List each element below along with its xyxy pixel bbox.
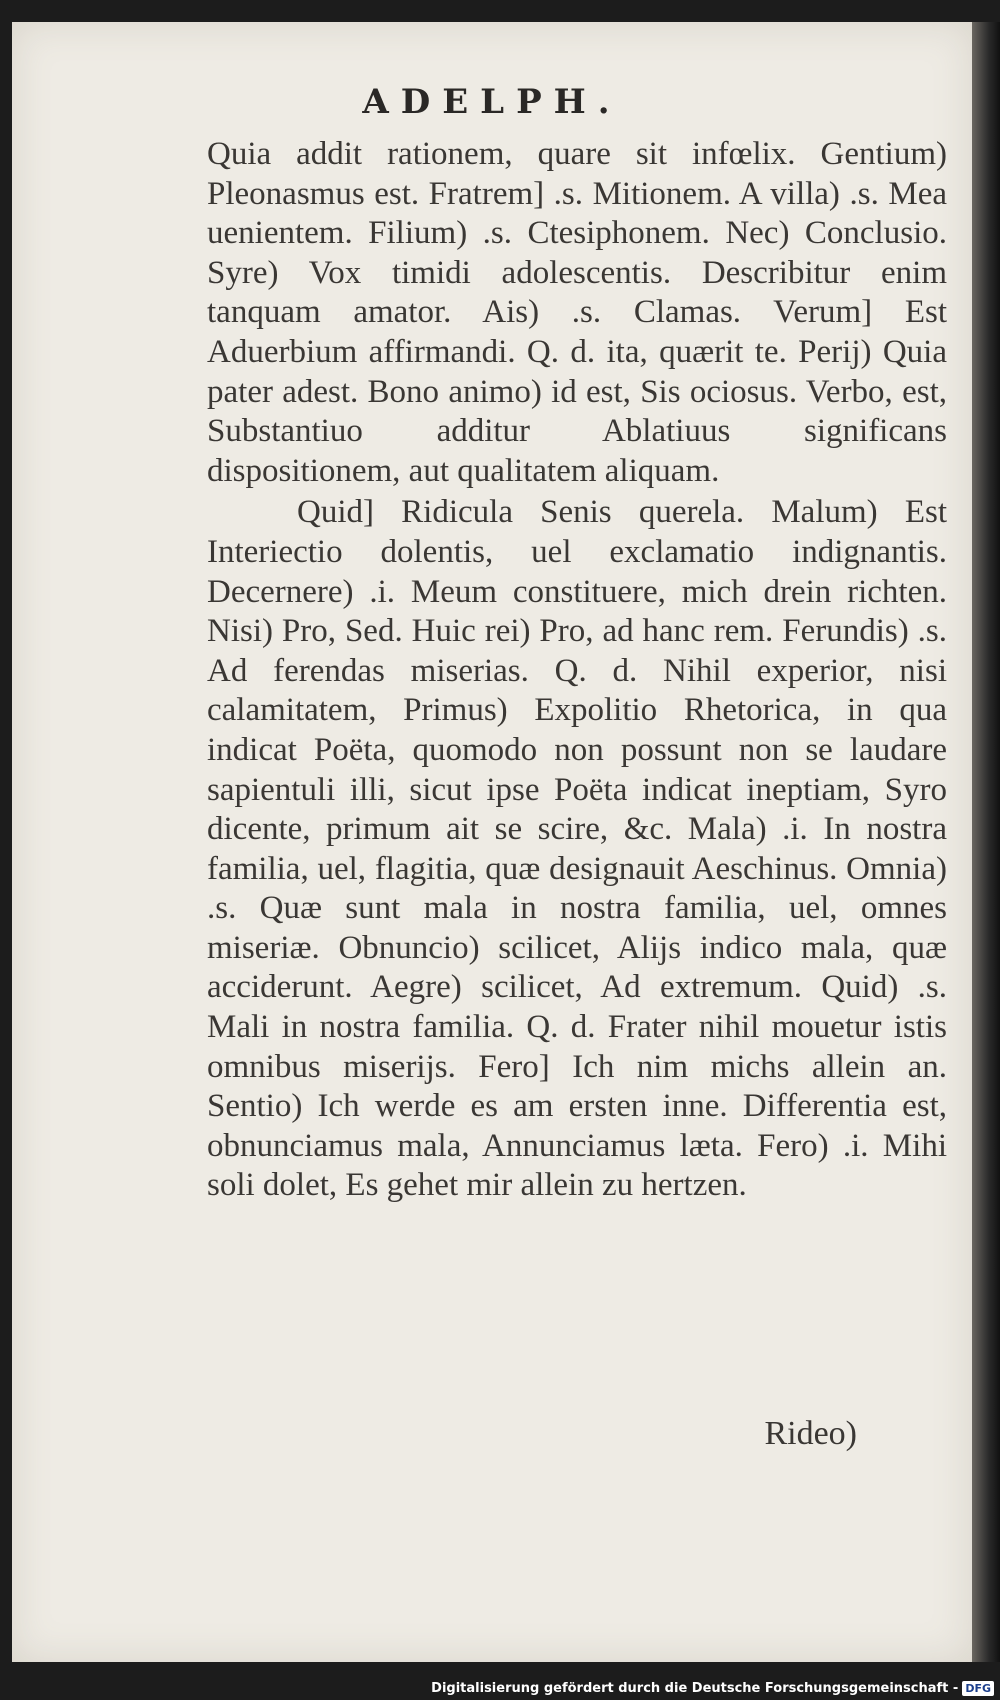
running-head: ADELPH.	[362, 82, 622, 122]
digitization-credit	[431, 1681, 994, 1696]
page-edge	[972, 22, 1000, 1662]
book-page	[12, 22, 972, 1662]
credit-text: Digitalisierung gefördert durch die Deutsche Forschungsgemeinschaft -	[431, 1681, 959, 1696]
catchword: Rideo)	[764, 1415, 857, 1452]
paragraph-1: Quia addit rationem, quare sit infœlix. Gentium) Pleonasmus est. Fratrem] .s. Mitionem. A villa) .s. Mea uenientem. Filium) .s. Ctesiphonem. Nec) Conclusio. Syre) Vox timidi adolescentis. Describitur enim tanquam amator. Ais) .s. Clamas. Verum] Est Aduerbium affirmandi. Q. d. ita, quærit te. Perij) Quia pater adest. Bono animo) id est, Sis ociosus. Verbo, est, Substantiuo additur Ablatiuus significans dispositionem, aut qualitatem aliquam.	[207, 136, 947, 489]
paragraph-2: Quid] Ridicula Senis querela. Malum) Est Interiectio dolentis, uel exclamatio indignantis. Decernere) .i. Meum constituere, mich drein richten. Nisi) Pro, Sed. Huic rei) Pro, ad hanc rem. Ferundis) .s. Ad ferendas miserias. Q. d. Nihil experior, nisi calamitatem, Primus) Expolitio Rhetorica, in qua indicat Poëta, quomodo non possunt non se laudare sapientuli illi, sicut ipse Poëta indicat ineptiam, Syro dicente, primum ait se scire, &c. Mala) .i. In nostra familia, uel, flagitia, quæ designauit Aeschinus. Omnia) .s. Quæ sunt mala in nostra familia, uel, omnes miseriæ. Obnuncio) scilicet, Alijs indico mala, quæ acciderunt. Aegre) scilicet, Ad extremum. Quid) .s. Mali in nostra familia. Q. d. Frater nihil mouetur istis omnibus miserijs. Fero] Ich nim michs allein an. Sentio) Ich werde es am ersten inne. Differentia est, obnunciamus mala, Annunciamus læta. Fero) .i. Mihi soli dolet, Es gehet mir allein zu hertzen.	[207, 494, 947, 1204]
dfg-logo-icon: DFG	[962, 1681, 994, 1696]
body-text	[207, 135, 947, 1206]
